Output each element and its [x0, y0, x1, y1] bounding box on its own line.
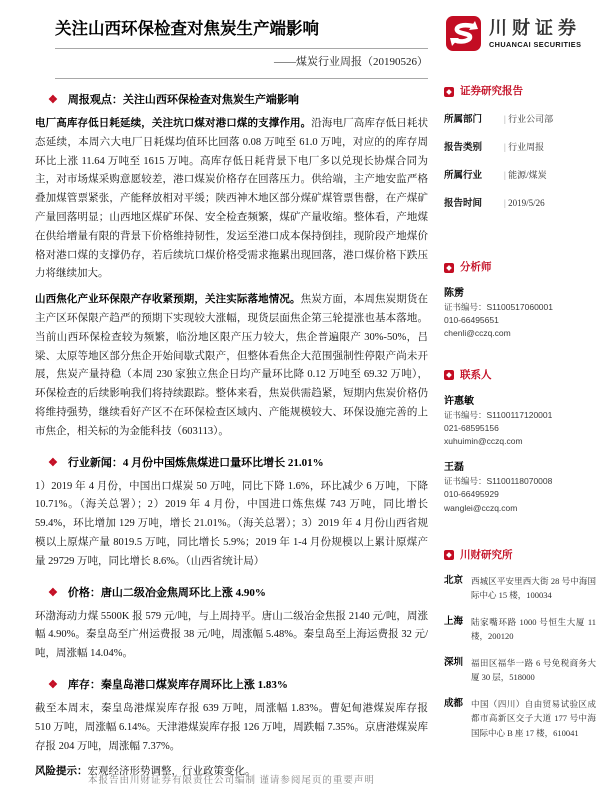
- meta-row-date: [444, 195, 596, 209]
- contact-cert: 证书编号：S1100117120001: [444, 409, 553, 420]
- section-weekly-view: [35, 92, 428, 442]
- meta-value: | 能源/煤炭: [504, 168, 547, 181]
- diamond-bullet-icon: [48, 677, 58, 693]
- meta-row-category: [444, 139, 596, 153]
- research-office-heading-text: 川财研究所: [460, 549, 513, 561]
- contact-name: 王磊: [444, 462, 464, 474]
- red-square-icon: [444, 87, 454, 97]
- paragraph: [35, 478, 428, 572]
- meta-value: | 2019/5/26: [504, 198, 545, 208]
- contact-heading: [444, 369, 596, 382]
- meta-value: | 行业公司部: [504, 112, 553, 125]
- diamond-bullet-icon: [48, 455, 58, 471]
- section-heading: [48, 455, 428, 471]
- diamond-bullet-icon: [48, 92, 58, 108]
- paragraph-text: 沿海电厂高库存低日耗状态延续，本周六大电厂日耗煤均值环比回落 0.08 万吨至 61.0 万吨，对应的的库存周环比上涨 11.64 万吨至 1615 万吨。高库存低日耗背景下电厂多以兑现长协煤合同为主，对市场煤采购意愿较差，港口煤炭价格存在回落压力。供给端，主产地安监严格叠加煤管票紧张，产能释放相对平缓；陕西神木地区部分煤矿煤管票售罄，在产煤矿产量回落明显；山西地区煤矿环保、安全检查频繁，煤矿产量收缩。整体看，产地煤在供给增量有限的背景下价格维持韧性，发运至港口成本保持倒挂，现阶段产地煤价格对港口煤的支撑仍存，若后续坑口煤价格受需求拖累出现回落，港口煤价格下跌压力将继续加大。: [35, 118, 428, 280]
- analyst-email: chenli@cczq.com: [444, 328, 511, 339]
- meta-label: 所属行业: [444, 171, 483, 181]
- analyst-cert: 证书编号：S1100517060001: [444, 302, 553, 312]
- office-city: 深圳: [444, 657, 464, 668]
- report-body: [35, 18, 428, 782]
- analyst-card: [444, 287, 596, 341]
- paragraph-text: 1）2019 年 4 月份，中国出口煤炭 50 万吨，同比下降 1.6%，环比减少 6 万吨，下降 10.71%。（海关总署）；2）2019 年 4 月份，中国进口炼焦煤 743 万吨，同比增长 59.4%，环比增加 129 万吨，增长 21.01%。（海关总署）；3）2019 年 4 月份山西省规模以上原煤产量 8019.5 万吨，同比增长 5.9%；2019 年 1-4 月份规模以上累计原煤产量 29729 万吨，同比增长 8.6%。（山西省统计局）: [35, 480, 428, 567]
- report-subtitle: ——煤炭行业周报（20190526）: [274, 56, 428, 68]
- paragraph-text: 截至本周末，秦皇岛港煤炭库存报 639 万吨，周涨幅 1.83%。曹妃甸港煤炭库存报 510 万吨，周涨幅 6.14%。天津港煤炭库存报 126 万吨，周跌幅 7.35%。京唐港煤炭库存报 204 万吨，周涨幅 7.37%。: [35, 702, 428, 752]
- contact-email: xuhuimin@cczq.com: [444, 436, 523, 447]
- section-industry-news: [35, 455, 428, 572]
- title-divider: [55, 48, 428, 49]
- brand-logo: [445, 15, 581, 52]
- office-address: 中国（四川）自由贸易试验区成都市高新区交子大道 177 号中海国际中心 B 座 17 楼，610041: [471, 698, 596, 738]
- section-heading-text: 行业新闻：4 月份中国炼焦煤进口量环比增长 21.01%: [67, 456, 324, 469]
- paragraph: [35, 115, 428, 284]
- office-city: 成都: [444, 698, 464, 709]
- office-address: 陆家嘴环路 1000 号恒生大厦 11 楼，200120: [471, 616, 596, 642]
- contact-name: 许惠敏: [444, 395, 474, 407]
- meta-label: 所属部门: [444, 115, 483, 125]
- brand-name-en: CHUANCAI SECURITIES: [489, 40, 582, 49]
- paragraph-text: 环渤海动力煤 5500K 报 579 元/吨，与上周持平。唐山二级冶金焦报 2140 元/吨，周涨幅 4.90%。秦皇岛至广州运费报 38 元/吨，周涨幅 5.48%。秦皇岛至上海运费报 32 元/吨，周涨幅 14.04%。: [35, 610, 428, 660]
- meta-label: 报告时间: [444, 199, 483, 209]
- office-list: [444, 574, 596, 741]
- contact-cert: 证书编号：S1100118070008: [444, 476, 553, 487]
- risk-text: 宏观经济形势调整，行业政策变化。: [87, 766, 256, 778]
- meta-row-department: [444, 111, 596, 125]
- office-city: 上海: [444, 616, 464, 627]
- paragraph: [35, 700, 428, 756]
- paragraph-lead: 电厂高库存低日耗延续，关注坑口煤对港口煤的支撑作用。: [35, 118, 312, 129]
- office-shenzhen: [444, 656, 596, 685]
- paragraph-text: 焦炭方面，本周焦炭期货在主产区环保限产趋严的预期下实现较大涨幅，现货层面焦企第三轮提涨也基本落地。当前山西环保检查较为频繁，临汾地区限产压力较大，焦企普遍限产 30%-50%，吕梁、太原等地区部分焦企开始间歇式限产，但整体看焦企大范围强制性停限产尚未开展，焦炭产量持稳（本周 230 家独立焦企日均产量环比降 0.12 万吨至 69.32 万吨），环保检查的后续影响我们将持续跟踪。整体来看，焦炭供需趋紧，短期内焦炭价格仍将维持强势，继续看好产区不在环保检查区域内、产能规模较大、环保设施完善的上市焦企，相关标的为金能科技（603113）。: [35, 294, 428, 437]
- paragraph-lead: 山西焦化产业环保限产存收紧预期，关注实际落地情况。: [35, 294, 301, 306]
- contact-card: [444, 461, 596, 515]
- report-meta: [444, 111, 596, 209]
- brand-name-cn: 川财证券: [489, 18, 581, 38]
- diamond-bullet-icon: [48, 585, 58, 601]
- contact-card: [444, 395, 596, 449]
- section-inventory: [35, 677, 428, 756]
- footer-disclaimer: 本报告由川财证券有限责任公司编制 谨请参阅尾页的重要声明: [88, 776, 375, 786]
- contact-heading-text: 联系人: [460, 369, 492, 381]
- report-sidebar: [444, 85, 596, 740]
- page-title: 关注山西环保检查对焦炭生产端影响: [55, 19, 319, 38]
- red-square-icon: [444, 263, 454, 273]
- office-beijing: [444, 574, 596, 603]
- section-heading-text: 库存：秦皇岛港口煤炭库存周环比上涨 1.83%: [67, 678, 288, 691]
- analyst-heading-text: 分析师: [460, 262, 492, 273]
- analyst-heading: [444, 261, 596, 274]
- office-shanghai: [444, 615, 596, 644]
- office-city: 北京: [444, 575, 464, 586]
- meta-label: 报告类别: [444, 143, 483, 153]
- report-type-badge: [444, 85, 596, 98]
- section-heading: [48, 585, 428, 601]
- section-heading-text: 价格：唐山二级冶金焦周环比上涨 4.90%: [67, 586, 266, 599]
- contact-phone: 010-66495929: [444, 489, 499, 500]
- contact-email: wanglei@cczq.com: [444, 502, 518, 513]
- paragraph: [35, 608, 428, 664]
- office-chengdu: [444, 697, 596, 741]
- contact-phone: 021-68595156: [444, 422, 499, 433]
- section-heading: [48, 677, 428, 693]
- chuancai-logo-icon: [445, 15, 482, 52]
- red-square-icon: [444, 550, 454, 560]
- section-heading-text: 周报观点：关注山西环保检查对焦炭生产端影响: [67, 94, 299, 106]
- analyst-phone: 010-66495651: [444, 315, 499, 326]
- subtitle-divider: [55, 78, 428, 79]
- red-square-icon: [444, 370, 454, 380]
- risk-label: 风险提示：: [35, 766, 88, 778]
- office-address: 西城区平安里西大街 28 号中海国际中心 15 楼，100034: [471, 575, 596, 601]
- report-type-label: 证券研究报告: [460, 86, 523, 97]
- analyst-name: 陈雳: [444, 288, 464, 299]
- section-heading: [48, 92, 428, 108]
- meta-value: | 行业周报: [504, 140, 544, 153]
- section-price: [35, 585, 428, 664]
- meta-row-industry: [444, 167, 596, 181]
- research-office-heading: [444, 549, 596, 562]
- paragraph: [35, 291, 428, 441]
- brand-text: [489, 15, 581, 49]
- office-address: 福田区福华一路 6 号免税商务大厦 30 层，518000: [471, 657, 596, 683]
